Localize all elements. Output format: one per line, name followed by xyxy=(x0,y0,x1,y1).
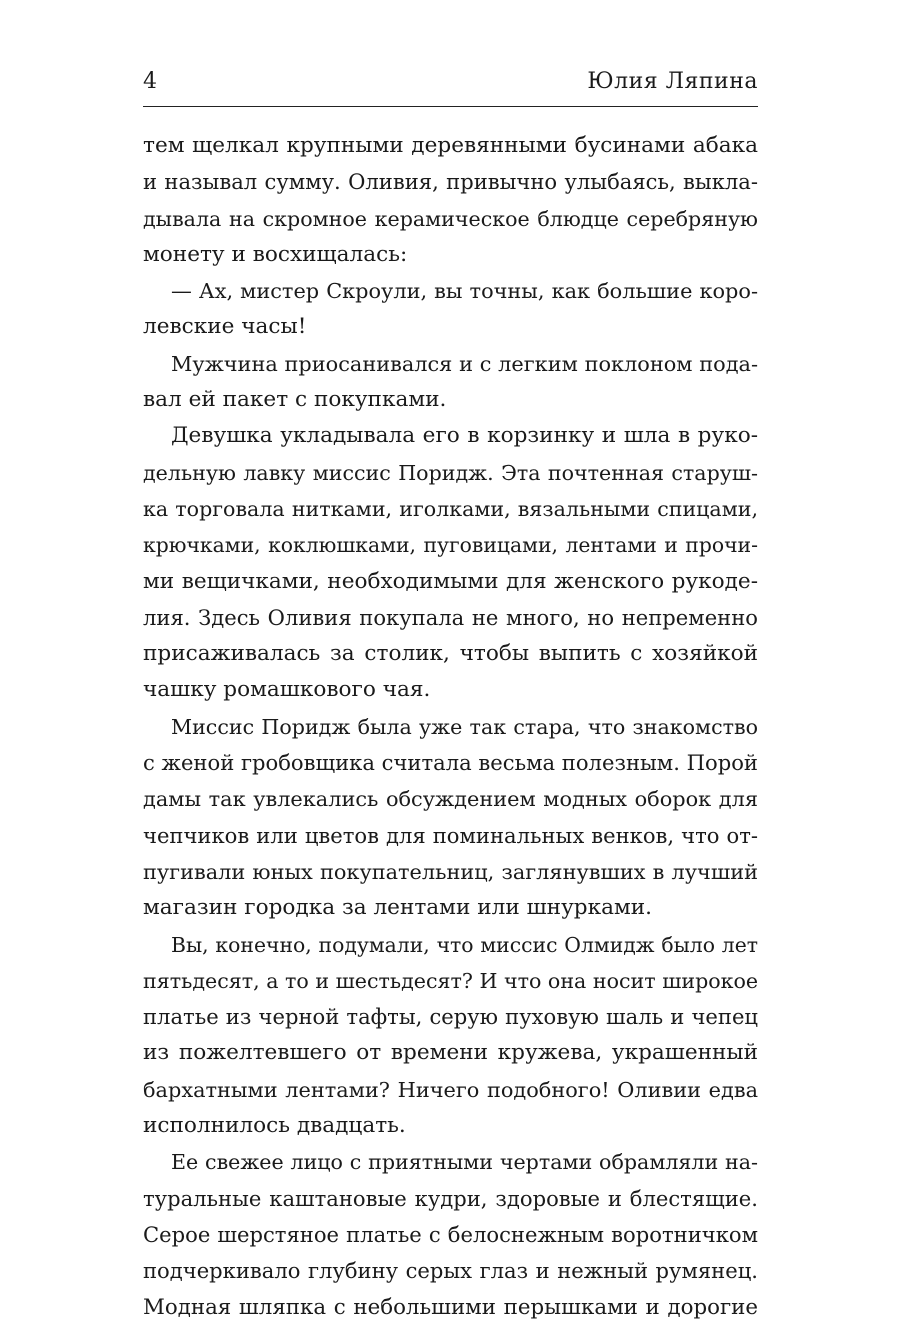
running-header xyxy=(143,60,758,107)
text-line: тем щелкал крупными деревянными бусинами абака xyxy=(143,133,758,158)
text-line: лия. Здесь Оливия покупала не много, но непременно xyxy=(143,604,758,630)
text-line: Серое шерстяное платье с белоснежным воротничком xyxy=(143,1221,758,1247)
page-number: 4 xyxy=(143,69,157,94)
text-line: подчеркивало глубину серых глаз и нежный румянец. xyxy=(143,1258,758,1284)
text-line: Вы, конечно, подумали, что миссис Олмидж было лет xyxy=(171,932,758,957)
text-line: бархатными лентами? Ничего подобного! Оливии едва xyxy=(143,1077,758,1102)
author-running-head: Юлия Ляпина xyxy=(587,69,758,94)
body-text xyxy=(143,128,758,1326)
text-line: пугивали юных покупательниц, заглянувших в лучший xyxy=(143,859,758,884)
text-line: Девушка укладывала его в корзинку и шла в руко- xyxy=(171,423,758,449)
text-line: — Ах, мистер Скроули, вы точны, как большие коро- xyxy=(171,279,758,304)
text-line: присаживалась за столик, чтобы выпить с хозяйкой xyxy=(143,641,758,667)
text-line: из пожелтевшего от времени кружева, украшенный xyxy=(143,1040,758,1066)
text-line: пятьдесят, а то и шестьдесят? И что она носит широкое xyxy=(143,968,759,993)
text-line: Модная шляпка с небольшими перышками и дорогие xyxy=(143,1294,758,1320)
text-line: дельную лавку миссис Поридж. Эта почтенная старуш- xyxy=(143,460,758,485)
text-line: ми вещичками, необходимыми для женского рукоде- xyxy=(143,568,758,594)
text-line: чашку ромашкового чая. xyxy=(143,677,431,703)
text-line: дамы так увлекались обсуждением модных оборок для xyxy=(143,787,758,812)
text-line: магазин городка за лентами или шнурками. xyxy=(143,895,653,921)
text-line: дывала на скромное керамическое блюдце серебряную xyxy=(143,206,758,231)
text-line: Мужчина приосанивался и с легким поклоном пода- xyxy=(171,351,758,376)
text-line: Ее свежее лицо с приятными чертами обрамляли на- xyxy=(171,1150,758,1175)
text-line: с женой гробовщика считала весьма полезным. Порой xyxy=(143,750,758,776)
text-line: чепчиков или цветов для поминальных венков, что от- xyxy=(143,822,758,848)
text-line: Миссис Поридж была уже так стара, что знакомство xyxy=(171,714,758,739)
text-line: крючками, коклюшками, пуговицами, лентами и прочи- xyxy=(143,533,758,558)
text-line: монету и восхищалась: xyxy=(143,241,408,267)
text-line: туральные каштановые кудри, здоровые и блестящие. xyxy=(143,1185,758,1211)
text-line: левские часы! xyxy=(143,314,307,340)
text-line: исполнилось двадцать. xyxy=(143,1113,406,1139)
text-line: платье из черной тафты, серую пуховую шаль и чепец xyxy=(143,1004,758,1030)
text-line: вал ей пакет с покупками. xyxy=(143,387,447,413)
text-line: ка торговала нитками, иголками, вязальными спицами, xyxy=(143,496,758,521)
text-line: и называл сумму. Оливия, привычно улыбаясь, выкла- xyxy=(143,169,758,195)
